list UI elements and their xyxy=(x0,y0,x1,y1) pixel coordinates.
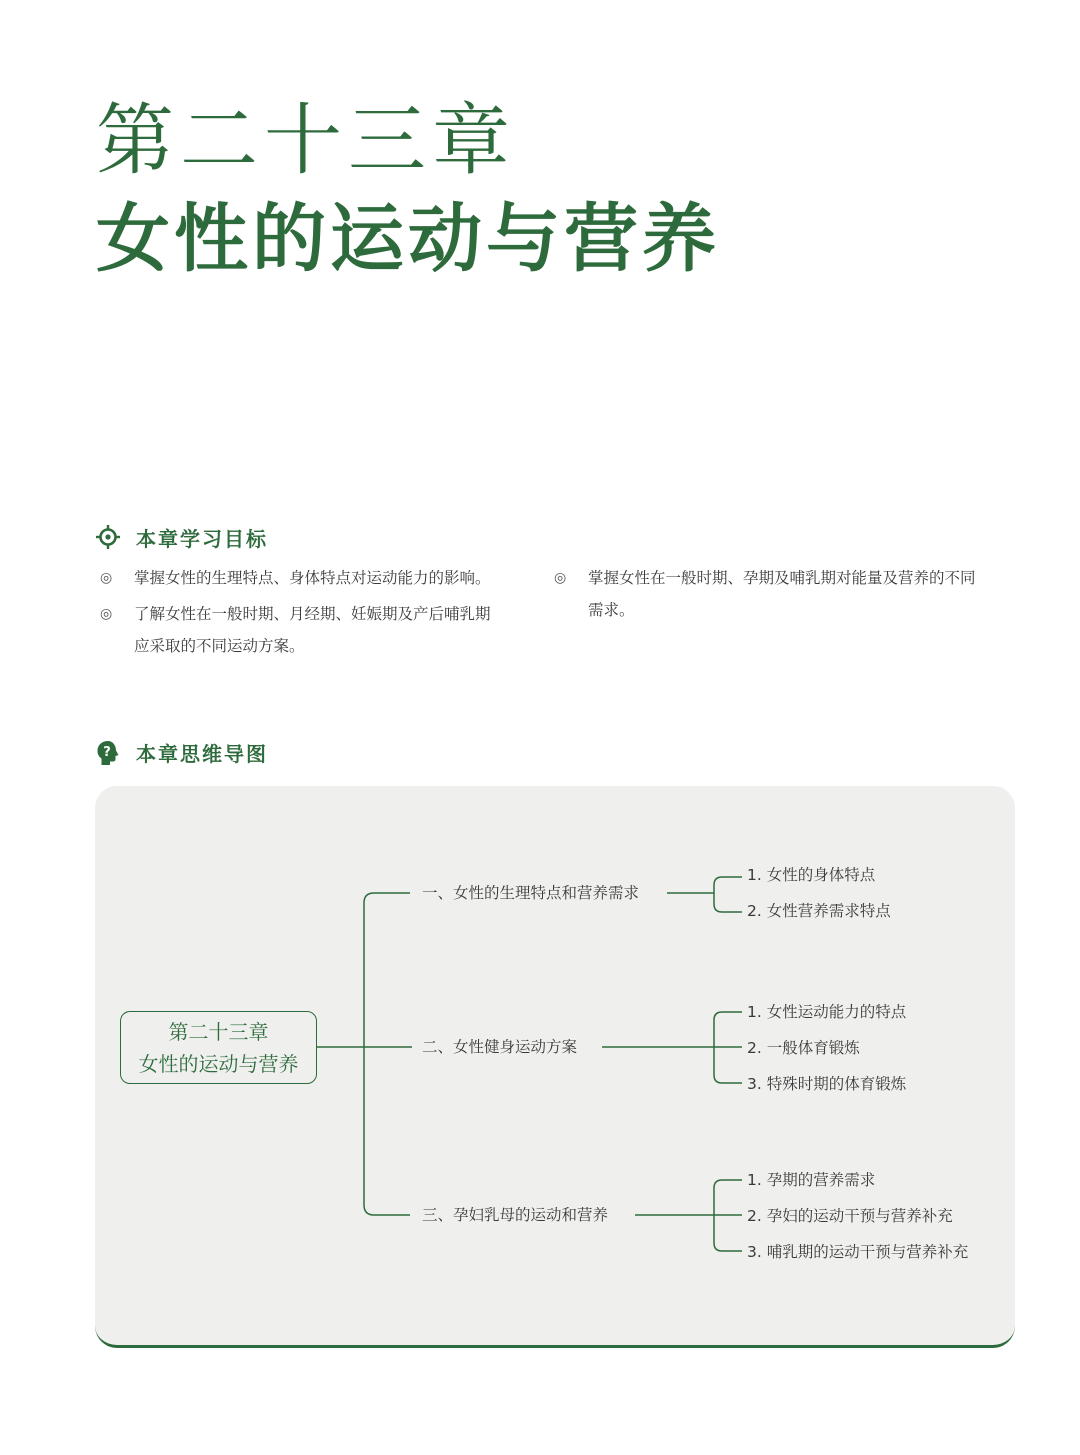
mindmap-branch: 一、女性的生理特点和营养需求 xyxy=(422,884,640,902)
mindmap-leaf: 2. 孕妇的运动干预与营养补充 xyxy=(747,1207,953,1225)
objectives-heading-label: 本章学习目标 xyxy=(136,526,268,551)
bullet-icon: ◎ xyxy=(554,570,567,586)
mindmap-leaf: 1. 孕期的营养需求 xyxy=(747,1171,876,1189)
objective-text: 掌握女性在一般时期、孕期及哺乳期对能量及营养的不同 xyxy=(588,569,976,587)
mindmap-branch: 三、孕妇乳母的运动和营养 xyxy=(422,1206,609,1224)
mindmap-heading-label: 本章思维导图 xyxy=(136,741,268,766)
bullet-icon: ◎ xyxy=(100,570,113,586)
mindmap-leaf: 2. 女性营养需求特点 xyxy=(747,902,891,920)
mindmap-leaf: 2. 一般体育锻炼 xyxy=(747,1039,860,1057)
objective-text: 了解女性在一般时期、月经期、妊娠期及产后哺乳期 xyxy=(134,605,491,623)
mindmap-leaf: 1. 女性运动能力的特点 xyxy=(747,1003,907,1021)
root-line-2: 女性的运动与营养 xyxy=(138,1052,299,1076)
objective-text: 应采取的不同运动方案。 xyxy=(134,637,305,655)
root-line-1: 第二十三章 xyxy=(168,1020,269,1044)
chapter-title: 女性的运动与营养 xyxy=(96,196,720,282)
bullet-icon: ◎ xyxy=(100,606,113,622)
mindmap-leaf: 3. 哺乳期的运动干预与营养补充 xyxy=(747,1243,969,1261)
chapter-number: 第二十三章 xyxy=(96,96,517,186)
mindmap-leaf: 3. 特殊时期的体育锻炼 xyxy=(747,1075,907,1093)
mindmap-leaf: 1. 女性的身体特点 xyxy=(747,866,876,884)
objective-text: 需求。 xyxy=(588,601,635,619)
mindmap-branch: 二、女性健身运动方案 xyxy=(422,1038,578,1056)
objective-text: 掌握女性的生理特点、身体特点对运动能力的影响。 xyxy=(134,569,491,587)
svg-text:?: ? xyxy=(103,745,111,760)
mindmap-root-node xyxy=(120,1011,317,1084)
